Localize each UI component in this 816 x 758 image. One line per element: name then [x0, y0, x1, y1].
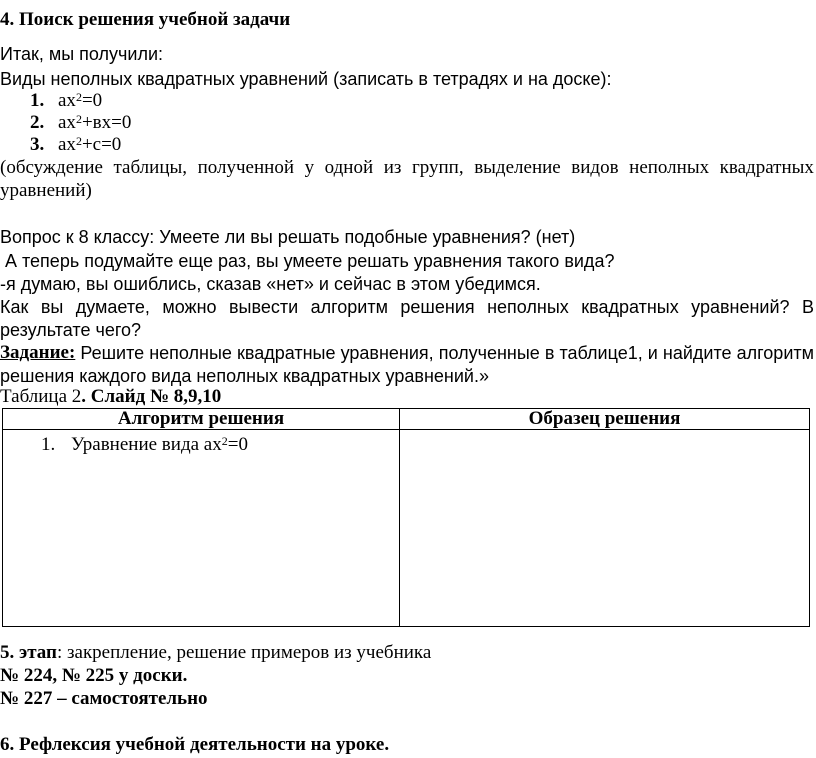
algorithm-table — [2, 408, 810, 627]
section6-heading: 6. Рефлексия учебной деятельности на уроке. — [0, 734, 390, 755]
table-cell — [400, 430, 810, 627]
table-header-algorithm: Алгоритм решения — [3, 409, 400, 430]
equation-text: $ax^2+c=0$ — [58, 134, 122, 155]
dialogue-line: -я думаю, вы ошиблись, сказав «нет» и сейчас в этом убедимся. — [0, 274, 541, 294]
discussion-text-end: уравнений) — [0, 180, 92, 201]
table-cell — [3, 430, 400, 627]
task-line: Задание: Решите неполные квадратные уравнения, полученные в таблице1, и найдите алгоритм — [0, 342, 814, 363]
equation-number: 2. — [30, 112, 45, 133]
table-header-sample: Образец решения — [400, 409, 810, 430]
equation-text: $ax^2+вx=0$ — [58, 112, 132, 133]
types-line: Виды неполных квадратных уравнений (записать в тетрадях и на доске): — [0, 69, 612, 89]
task-label: Задание: — [0, 342, 76, 363]
section-heading: 4. Поиск решения учебной задачи — [0, 9, 291, 30]
dialogue-line-justified: Как вы думаете, можно вывести алгоритм решения неполных квадратных уравнений? В — [0, 297, 814, 317]
table-caption: Таблица 2. Слайд № 8,9,10 — [0, 386, 222, 407]
dialogue-line: результате чего? — [0, 320, 142, 340]
equation-number: 3. — [30, 134, 45, 155]
table-list-item: 1. Уравнение вида $ax^2=0$ — [41, 434, 248, 455]
equation-number: 1. — [30, 90, 45, 111]
dialogue-line: А теперь подумайте еще раз, вы умеете решать уравнения такого вида? — [0, 251, 615, 271]
stage5-line: № 227 – самостоятельно — [0, 688, 208, 709]
intro-text: Итак, мы получили: — [0, 44, 164, 64]
discussion-text: (обсуждение таблицы, полученной у одной из групп, выделение видов неполных квадратных — [0, 157, 814, 178]
task-line-end: решения каждого вида неполных квадратных уравнений.» — [0, 366, 489, 386]
equation-text: $ax^2=0$ — [58, 90, 103, 111]
question-text: Вопрос к 8 классу: Умеете ли вы решать подобные уравнения? (нет) — [0, 227, 576, 247]
stage5-line: № 224, № 225 у доски. — [0, 665, 188, 686]
stage5-line: 5. этап: закрепление, решение примеров из учебника — [0, 642, 432, 663]
